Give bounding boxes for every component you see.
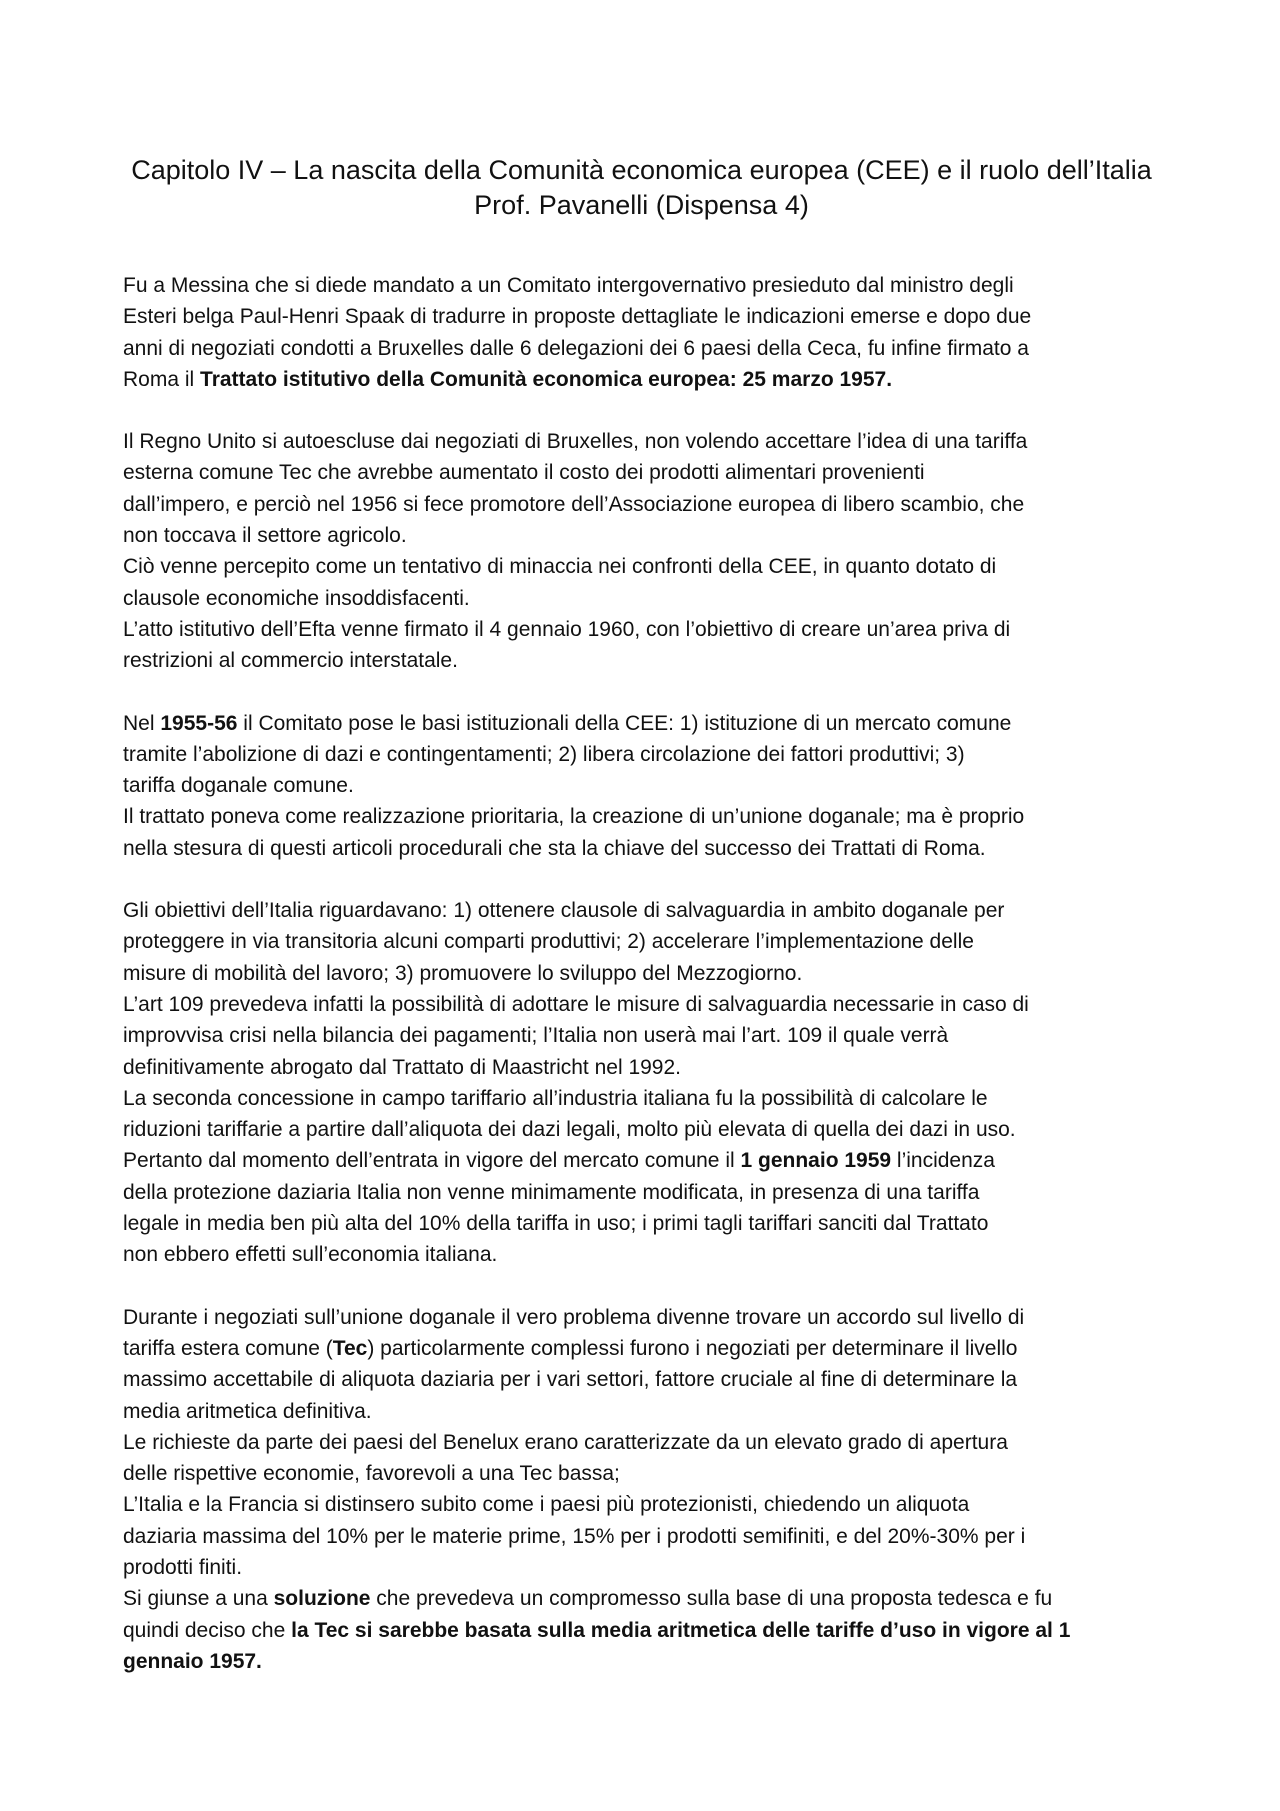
text-run: Fu a Messina che si diede mandato a un Comitato intergovernativo presieduto dal ministro degli Esteri belga Paul-Henri Spaak di tradurre in proposte dettagliate le indicazioni emerse e dopo due anni di negoziati condotti a Bruxelles dalle 6 delegazioni dei 6 paesi della Ceca, fu infine firmato a Roma il <box>123 274 1032 391</box>
paragraph <box>123 551 1160 614</box>
bold-text: 1955-56 <box>160 711 238 735</box>
text-block <box>123 426 1160 676</box>
bold-text: Trattato istitutivo della Comunità economica europea: 25 marzo 1957. <box>200 367 893 391</box>
paragraph <box>123 614 1160 677</box>
text-block <box>123 895 1160 1271</box>
text-block <box>123 270 1160 395</box>
paragraph <box>123 1145 1160 1270</box>
bold-text: 1 gennaio 1959 <box>740 1149 892 1173</box>
paragraph <box>123 1083 1160 1146</box>
paragraph <box>123 1427 1160 1490</box>
document-body <box>123 270 1160 1677</box>
paragraph <box>123 1583 1160 1677</box>
text-run: Le richieste da parte dei paesi del Benelux erano caratterizzate da un elevato grado di apertura delle rispettive economie, favorevoli a una Tec bassa; <box>123 1430 1008 1486</box>
text-run: Durante i negoziati sull’unione doganale il vero problema divenne trovare un accordo sul livello di tariffa estera comune ( <box>123 1305 1025 1360</box>
page-title <box>123 153 1160 223</box>
text-run: Gli obiettivi dell’Italia riguardavano: 1) ottenere clausole di salvaguardia in ambito doganale per proteggere in via transitoria alcuni comparti produttivi; 2) accelerare l’implementazione delle misure di mobilità del lavoro; 3) promuovere lo sviluppo del Mezzogiorno. <box>123 899 1005 985</box>
bold-text: soluzione <box>273 1587 371 1611</box>
text-run: il Comitato pose le basi istituzionali della CEE: 1) istituzione di un mercato comune tramite l’abolizione di dazi e contingentamenti; 2) libera circolazione dei fattori produttivi; 3) tariffa doganale comune. <box>123 711 1012 798</box>
text-run: L’atto istitutivo dell’Efta venne firmato il 4 gennaio 1960, con l’obiettivo di creare un’area priva di restrizioni al commercio interstatale. <box>123 617 1011 673</box>
title-line-1: Capitolo IV – La nascita della Comunità economica europea (CEE) e il ruolo dell’Italia <box>131 155 1152 185</box>
paragraph <box>123 708 1160 802</box>
paragraph <box>123 1302 1160 1427</box>
text-run: Pertanto dal momento dell’entrata in vigore del mercato comune il <box>123 1149 741 1173</box>
text-run: Nel <box>123 711 161 735</box>
text-run: Il trattato poneva come realizzazione prioritaria, la creazione di un’unione doganale; ma è proprio nella stesura di questi articoli procedurali che sta la chiave del successo dei Trattati di Roma. <box>123 805 1025 860</box>
paragraph <box>123 270 1160 395</box>
text-run: che prevedeva un compromesso sulla base di una proposta tedesca e fu quindi deciso che <box>123 1587 1053 1642</box>
text-block <box>123 708 1160 864</box>
paragraph <box>123 1489 1160 1583</box>
title-line-2: Prof. Pavanelli (Dispensa 4) <box>474 190 809 220</box>
text-run: Si giunse a una <box>123 1587 274 1611</box>
text-run: La seconda concessione in campo tariffario all’industria italiana fu la possibilità di calcolare le riduzioni tariffarie a partire dall’aliquota dei dazi legali, molto più elevata di quella dei dazi in uso. <box>123 1086 1016 1142</box>
paragraph <box>123 801 1160 864</box>
text-run: L’Italia e la Francia si distinsero subito come i paesi più protezionisti, chiedendo un aliquota daziaria massima del 10% per le materie prime, 15% per i prodotti semifiniti, e del 20%-30% per i prodotti finiti. <box>123 1493 1026 1579</box>
text-run: l’incidenza della protezione daziaria Italia non venne minimamente modificata, in presenza di una tariffa legale in media ben più alta del 10% della tariffa in uso; i primi tagli tariffari sanciti dal Trattato non ebbero effetti sull’economia italiana. <box>123 1149 995 1267</box>
bold-text: Tec <box>332 1336 368 1360</box>
bold-text: la Tec si sarebbe basata sulla media aritmetica delle tariffe d’uso in vigore al 1 gennaio 1957. <box>123 1618 1071 1673</box>
text-run: Il Regno Unito si autoescluse dai negoziati di Bruxelles, non volendo accettare l’idea di una tariffa esterna comune Tec che avrebbe aumentato il costo dei prodotti alimentari provenienti dall’impero, e perciò nel 1956 si fece promotore dell’Associazione europea di libero scambio, che non toccava il settore agricolo. <box>123 430 1028 548</box>
paragraph <box>123 989 1160 1083</box>
text-run: Ciò venne percepito come un tentativo di minaccia nei confronti della CEE, in quanto dotato di clausole economiche insoddisfacenti. <box>123 555 997 610</box>
text-run: ) particolarmente complessi furono i negoziati per determinare il livello massimo accettabile di aliquota daziaria per i vari settori, fattore cruciale al fine di determinare la media aritmetica definitiva. <box>123 1336 1018 1423</box>
text-block <box>123 1302 1160 1678</box>
text-run: L’art 109 prevedeva infatti la possibilità di adottare le misure di salvaguardia necessarie in caso di improvvisa crisi nella bilancia dei pagamenti; l’Italia non userà mai l’art. 109 il quale verrà definitivamente abrogato dal Trattato di Maastricht nel 1992. <box>123 992 1029 1079</box>
paragraph <box>123 426 1160 551</box>
paragraph <box>123 895 1160 989</box>
